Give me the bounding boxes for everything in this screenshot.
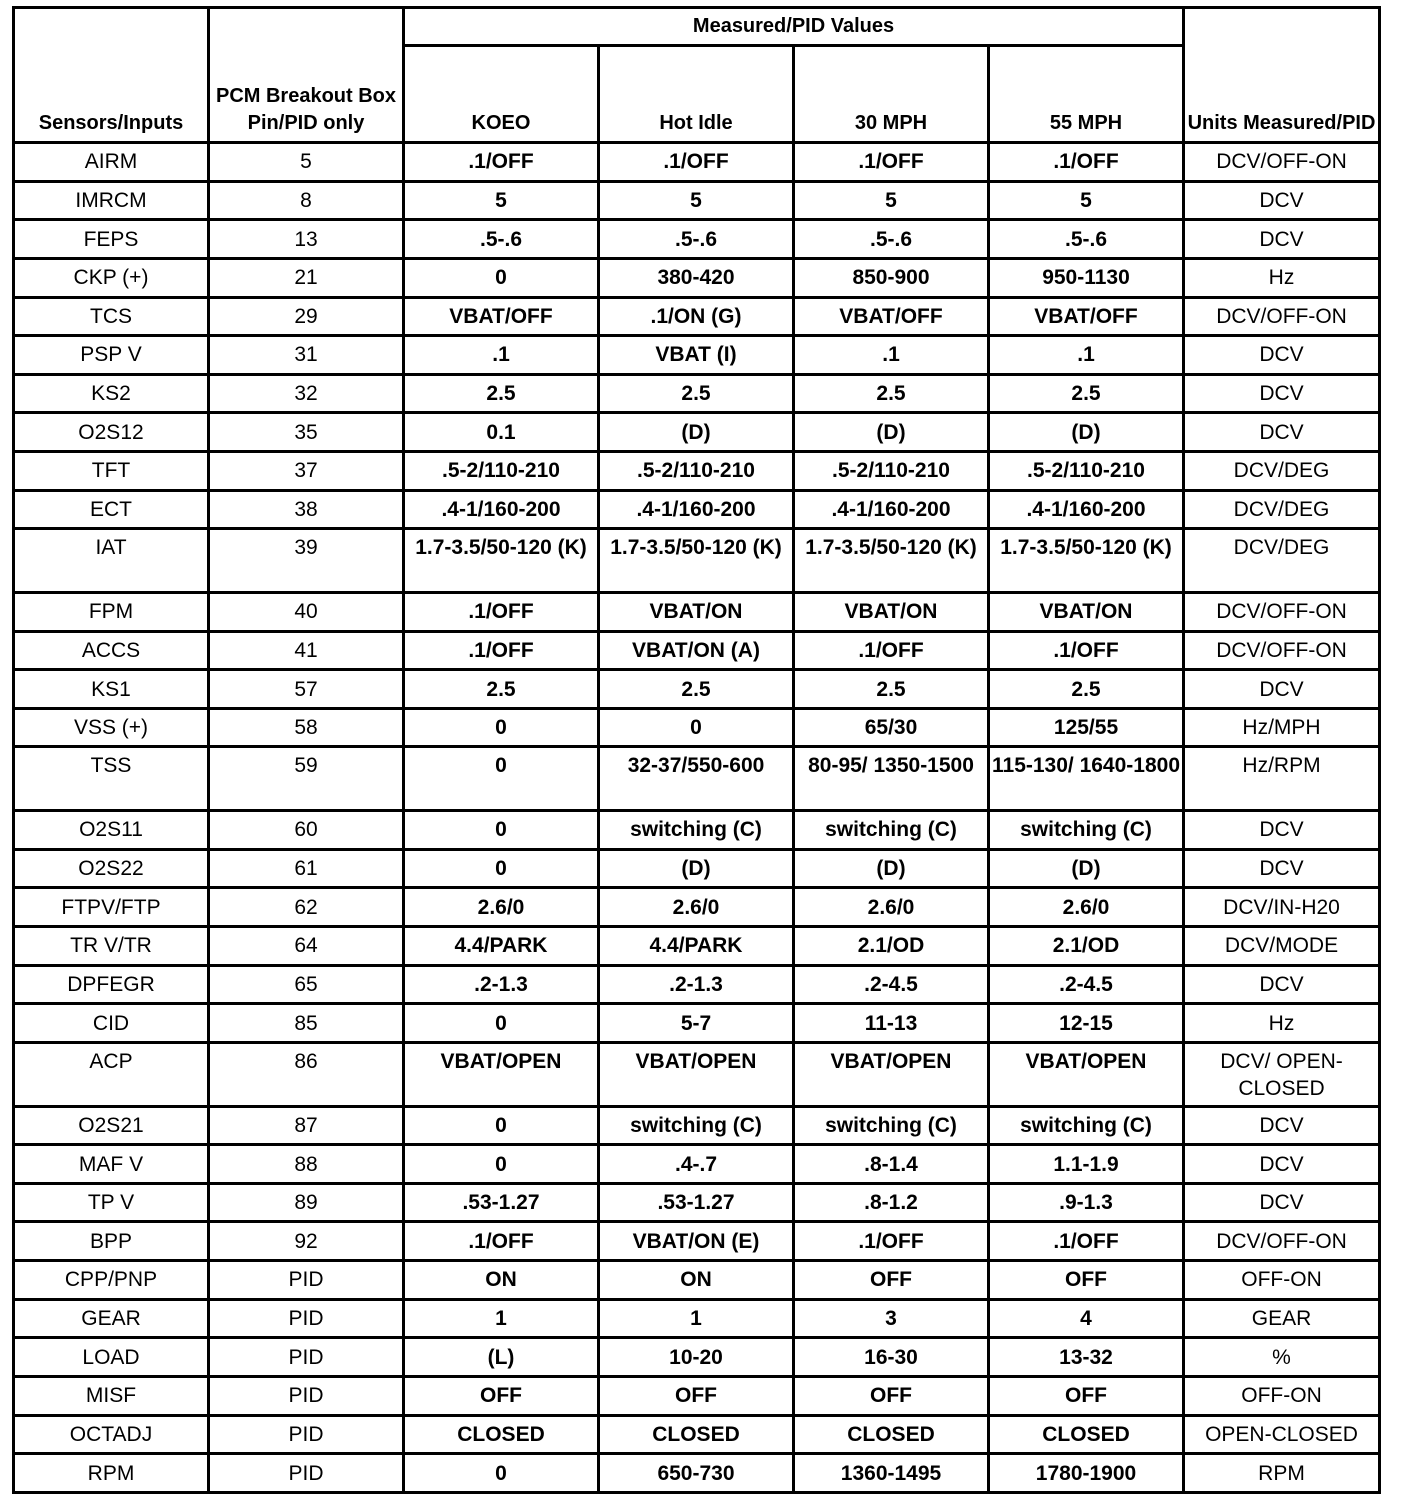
mph30-cell: .1/OFF	[794, 631, 989, 670]
pin-cell: 5	[209, 143, 404, 182]
units-cell: DCV	[1184, 1106, 1380, 1145]
mph55-cell: 125/55	[989, 708, 1184, 747]
mph55-cell: 2.1/OD	[989, 927, 1184, 966]
mph30-cell: 3	[794, 1299, 989, 1338]
pin-cell: 13	[209, 220, 404, 259]
mph30-cell: .8-1.4	[794, 1145, 989, 1184]
mph55-cell: .1/OFF	[989, 143, 1184, 182]
table-row	[14, 336, 1380, 375]
hot-idle-cell: 2.5	[599, 670, 794, 709]
mph55-cell: CLOSED	[989, 1415, 1184, 1454]
sensor-cell: DPFEGR	[14, 965, 209, 1004]
pin-cell: 65	[209, 965, 404, 1004]
hot-idle-cell: .5-.6	[599, 220, 794, 259]
pin-cell: 61	[209, 849, 404, 888]
units-cell: DCV/OFF-ON	[1184, 297, 1380, 336]
koeo-cell: 0	[404, 1145, 599, 1184]
hot-idle-cell: VBAT/ON (E)	[599, 1222, 794, 1261]
mph55-cell: .5-.6	[989, 220, 1184, 259]
koeo-cell: 5	[404, 181, 599, 220]
sensor-cell: AIRM	[14, 143, 209, 182]
koeo-cell: .2-1.3	[404, 965, 599, 1004]
mph55-cell: .4-1/160-200	[989, 490, 1184, 529]
hot-idle-cell: .2-1.3	[599, 965, 794, 1004]
koeo-cell: 0	[404, 747, 599, 811]
table-row	[14, 143, 1380, 182]
sensor-cell: O2S11	[14, 811, 209, 850]
hot-idle-cell: VBAT/ON (A)	[599, 631, 794, 670]
mph55-cell: 2.5	[989, 670, 1184, 709]
units-cell: DCV/OFF-ON	[1184, 592, 1380, 631]
mph30-cell: 80-95/ 1350-1500	[794, 747, 989, 811]
koeo-cell: (L)	[404, 1338, 599, 1377]
pin-cell: 32	[209, 374, 404, 413]
koeo-cell: .1/OFF	[404, 631, 599, 670]
table-row	[14, 220, 1380, 259]
koeo-cell: .5-.6	[404, 220, 599, 259]
units-cell: DCV	[1184, 220, 1380, 259]
mph55-cell: VBAT/OFF	[989, 297, 1184, 336]
mph55-cell: .5-2/110-210	[989, 452, 1184, 491]
mph55-cell: VBAT/OPEN	[989, 1042, 1184, 1106]
hot-idle-cell: .1/ON (G)	[599, 297, 794, 336]
pin-cell: 88	[209, 1145, 404, 1184]
table-row	[14, 452, 1380, 491]
mph55-cell: .1/OFF	[989, 1222, 1184, 1261]
units-cell: Hz/MPH	[1184, 708, 1380, 747]
mph55-cell: switching (C)	[989, 811, 1184, 850]
hot-idle-cell: (D)	[599, 413, 794, 452]
table-row	[14, 631, 1380, 670]
koeo-cell: 0	[404, 1004, 599, 1043]
pin-cell: 38	[209, 490, 404, 529]
table-row	[14, 708, 1380, 747]
hot-idle-cell: .5-2/110-210	[599, 452, 794, 491]
sensor-cell: TP V	[14, 1183, 209, 1222]
pin-cell: PID	[209, 1415, 404, 1454]
mph55-cell: .2-4.5	[989, 965, 1184, 1004]
sensor-cell: FPM	[14, 592, 209, 631]
table-row	[14, 1222, 1380, 1261]
mph55-cell: 4	[989, 1299, 1184, 1338]
sensor-cell: LOAD	[14, 1338, 209, 1377]
pin-cell: 58	[209, 708, 404, 747]
koeo-cell: 0	[404, 258, 599, 297]
table-row	[14, 374, 1380, 413]
mph55-cell: switching (C)	[989, 1106, 1184, 1145]
koeo-cell: .1/OFF	[404, 143, 599, 182]
mph30-cell: CLOSED	[794, 1415, 989, 1454]
units-cell: RPM	[1184, 1454, 1380, 1493]
mph30-cell: 1.7-3.5/50-120 (K)	[794, 529, 989, 593]
pin-cell: 87	[209, 1106, 404, 1145]
hot-idle-cell: VBAT (I)	[599, 336, 794, 375]
table-row	[14, 927, 1380, 966]
units-cell: GEAR	[1184, 1299, 1380, 1338]
koeo-cell: 1.7-3.5/50-120 (K)	[404, 529, 599, 593]
sensor-cell: FTPV/FTP	[14, 888, 209, 927]
hot-idle-cell: 2.5	[599, 374, 794, 413]
koeo-cell: .53-1.27	[404, 1183, 599, 1222]
header-koeo: KOEO	[404, 46, 599, 143]
pin-cell: 35	[209, 413, 404, 452]
units-cell: Hz/RPM	[1184, 747, 1380, 811]
sensor-cell: IAT	[14, 529, 209, 593]
hot-idle-cell: 1	[599, 1299, 794, 1338]
sensor-cell: O2S21	[14, 1106, 209, 1145]
hot-idle-cell: 1.7-3.5/50-120 (K)	[599, 529, 794, 593]
mph30-cell: .1/OFF	[794, 1222, 989, 1261]
mph30-cell: .8-1.2	[794, 1183, 989, 1222]
pin-cell: 86	[209, 1042, 404, 1106]
mph55-cell: (D)	[989, 849, 1184, 888]
pid-values-table	[12, 6, 1381, 1494]
pin-cell: 59	[209, 747, 404, 811]
mph55-cell: 2.6/0	[989, 888, 1184, 927]
hot-idle-cell: 4.4/PARK	[599, 927, 794, 966]
pin-cell: PID	[209, 1454, 404, 1493]
pin-cell: 92	[209, 1222, 404, 1261]
mph30-cell: 65/30	[794, 708, 989, 747]
pin-cell: 41	[209, 631, 404, 670]
sensor-cell: BPP	[14, 1222, 209, 1261]
units-cell: DCV	[1184, 1145, 1380, 1184]
pin-cell: 37	[209, 452, 404, 491]
table-row	[14, 1299, 1380, 1338]
koeo-cell: VBAT/OPEN	[404, 1042, 599, 1106]
pin-cell: 8	[209, 181, 404, 220]
pin-cell: 57	[209, 670, 404, 709]
table-row	[14, 965, 1380, 1004]
units-cell: DCV/DEG	[1184, 529, 1380, 593]
mph55-cell: .1/OFF	[989, 631, 1184, 670]
mph30-cell: switching (C)	[794, 811, 989, 850]
header-units: Units Measured/PID	[1184, 8, 1380, 143]
units-cell: DCV/DEG	[1184, 452, 1380, 491]
mph55-cell: OFF	[989, 1261, 1184, 1300]
mph30-cell: 1360-1495	[794, 1454, 989, 1493]
table-row	[14, 529, 1380, 593]
hot-idle-cell: .1/OFF	[599, 143, 794, 182]
header-30-mph: 30 MPH	[794, 46, 989, 143]
pin-cell: PID	[209, 1338, 404, 1377]
units-cell: DCV/OFF-ON	[1184, 1222, 1380, 1261]
pin-cell: 40	[209, 592, 404, 631]
hot-idle-cell: 10-20	[599, 1338, 794, 1377]
mph55-cell: 115-130/ 1640-1800	[989, 747, 1184, 811]
koeo-cell: 0	[404, 708, 599, 747]
pin-cell: 21	[209, 258, 404, 297]
header-pcm-breakout: PCM Breakout Box Pin/PID only	[209, 8, 404, 143]
mph55-cell: 13-32	[989, 1338, 1184, 1377]
units-cell: DCV	[1184, 181, 1380, 220]
sensor-cell: TR V/TR	[14, 927, 209, 966]
units-cell: %	[1184, 1338, 1380, 1377]
mph55-cell: VBAT/ON	[989, 592, 1184, 631]
header-measured-pid-values: Measured/PID Values	[404, 8, 1184, 46]
units-cell: DCV/IN-H20	[1184, 888, 1380, 927]
table-row	[14, 888, 1380, 927]
sensor-cell: RPM	[14, 1454, 209, 1493]
table-row	[14, 592, 1380, 631]
koeo-cell: 1	[404, 1299, 599, 1338]
pin-cell: 85	[209, 1004, 404, 1043]
sensor-cell: O2S22	[14, 849, 209, 888]
hot-idle-cell: (D)	[599, 849, 794, 888]
pin-cell: PID	[209, 1261, 404, 1300]
mph30-cell: .1	[794, 336, 989, 375]
pin-cell: 29	[209, 297, 404, 336]
sensor-cell: ECT	[14, 490, 209, 529]
mph30-cell: VBAT/ON	[794, 592, 989, 631]
hot-idle-cell: VBAT/ON	[599, 592, 794, 631]
koeo-cell: ON	[404, 1261, 599, 1300]
hot-idle-cell: 650-730	[599, 1454, 794, 1493]
mph30-cell: 850-900	[794, 258, 989, 297]
units-cell: OPEN-CLOSED	[1184, 1415, 1380, 1454]
sensor-cell: IMRCM	[14, 181, 209, 220]
koeo-cell: 0.1	[404, 413, 599, 452]
table-row	[14, 1376, 1380, 1415]
mph30-cell: .5-2/110-210	[794, 452, 989, 491]
units-cell: DCV/ OPEN-CLOSED	[1184, 1042, 1380, 1106]
units-cell: DCV/DEG	[1184, 490, 1380, 529]
units-cell: Hz	[1184, 1004, 1380, 1043]
koeo-cell: 2.6/0	[404, 888, 599, 927]
koeo-cell: .4-1/160-200	[404, 490, 599, 529]
hot-idle-cell: switching (C)	[599, 811, 794, 850]
hot-idle-cell: 380-420	[599, 258, 794, 297]
sensor-cell: FEPS	[14, 220, 209, 259]
sensor-cell: O2S12	[14, 413, 209, 452]
pin-cell: 39	[209, 529, 404, 593]
sensor-cell: TCS	[14, 297, 209, 336]
units-cell: Hz	[1184, 258, 1380, 297]
hot-idle-cell: 5-7	[599, 1004, 794, 1043]
sensor-cell: KS2	[14, 374, 209, 413]
pin-cell: 31	[209, 336, 404, 375]
hot-idle-cell: 5	[599, 181, 794, 220]
mph30-cell: (D)	[794, 413, 989, 452]
hot-idle-cell: 2.6/0	[599, 888, 794, 927]
sensor-cell: ACP	[14, 1042, 209, 1106]
units-cell: DCV/MODE	[1184, 927, 1380, 966]
pin-cell: PID	[209, 1376, 404, 1415]
units-cell: DCV	[1184, 811, 1380, 850]
table-row	[14, 1183, 1380, 1222]
mph30-cell: 2.6/0	[794, 888, 989, 927]
mph55-cell: OFF	[989, 1376, 1184, 1415]
units-cell: OFF-ON	[1184, 1376, 1380, 1415]
koeo-cell: 2.5	[404, 374, 599, 413]
koeo-cell: 4.4/PARK	[404, 927, 599, 966]
table-row	[14, 490, 1380, 529]
sensor-cell: TFT	[14, 452, 209, 491]
table-row	[14, 297, 1380, 336]
hot-idle-cell: .4-.7	[599, 1145, 794, 1184]
koeo-cell: VBAT/OFF	[404, 297, 599, 336]
mph55-cell: (D)	[989, 413, 1184, 452]
mph30-cell: 11-13	[794, 1004, 989, 1043]
mph30-cell: OFF	[794, 1261, 989, 1300]
table-row	[14, 181, 1380, 220]
mph30-cell: .5-.6	[794, 220, 989, 259]
mph30-cell: (D)	[794, 849, 989, 888]
mph55-cell: .9-1.3	[989, 1183, 1184, 1222]
mph30-cell: .4-1/160-200	[794, 490, 989, 529]
mph55-cell: 12-15	[989, 1004, 1184, 1043]
hot-idle-cell: VBAT/OPEN	[599, 1042, 794, 1106]
table-row	[14, 811, 1380, 850]
pin-cell: PID	[209, 1299, 404, 1338]
pin-cell: 62	[209, 888, 404, 927]
mph55-cell: .1	[989, 336, 1184, 375]
mph55-cell: 1.7-3.5/50-120 (K)	[989, 529, 1184, 593]
table-row	[14, 1415, 1380, 1454]
sensor-cell: OCTADJ	[14, 1415, 209, 1454]
hot-idle-cell: 32-37/550-600	[599, 747, 794, 811]
koeo-cell: .1/OFF	[404, 1222, 599, 1261]
table-row	[14, 1338, 1380, 1377]
mph30-cell: 2.5	[794, 374, 989, 413]
table-row	[14, 1106, 1380, 1145]
mph30-cell: OFF	[794, 1376, 989, 1415]
units-cell: DCV	[1184, 670, 1380, 709]
table-row	[14, 670, 1380, 709]
sensor-cell: VSS (+)	[14, 708, 209, 747]
hot-idle-cell: .53-1.27	[599, 1183, 794, 1222]
units-cell: DCV	[1184, 336, 1380, 375]
table-row	[14, 413, 1380, 452]
pin-cell: 64	[209, 927, 404, 966]
mph30-cell: .2-4.5	[794, 965, 989, 1004]
hot-idle-cell: .4-1/160-200	[599, 490, 794, 529]
sensor-cell: MISF	[14, 1376, 209, 1415]
hot-idle-cell: CLOSED	[599, 1415, 794, 1454]
pin-cell: 60	[209, 811, 404, 850]
table-row	[14, 258, 1380, 297]
table-row	[14, 849, 1380, 888]
mph55-cell: 2.5	[989, 374, 1184, 413]
table-row	[14, 1261, 1380, 1300]
hot-idle-cell: switching (C)	[599, 1106, 794, 1145]
header-sensors: Sensors/Inputs	[14, 8, 209, 143]
table-row	[14, 1145, 1380, 1184]
units-cell: OFF-ON	[1184, 1261, 1380, 1300]
sensor-cell: CID	[14, 1004, 209, 1043]
sensor-cell: CPP/PNP	[14, 1261, 209, 1300]
hot-idle-cell: 0	[599, 708, 794, 747]
koeo-cell: 0	[404, 1106, 599, 1145]
sensor-cell: GEAR	[14, 1299, 209, 1338]
koeo-cell: CLOSED	[404, 1415, 599, 1454]
mph30-cell: .1/OFF	[794, 143, 989, 182]
mph30-cell: VBAT/OFF	[794, 297, 989, 336]
units-cell: DCV	[1184, 849, 1380, 888]
sensor-cell: PSP V	[14, 336, 209, 375]
units-cell: DCV/OFF-ON	[1184, 631, 1380, 670]
koeo-cell: 2.5	[404, 670, 599, 709]
mph30-cell: 5	[794, 181, 989, 220]
koeo-cell: .1/OFF	[404, 592, 599, 631]
units-cell: DCV	[1184, 965, 1380, 1004]
mph30-cell: 2.1/OD	[794, 927, 989, 966]
koeo-cell: .1	[404, 336, 599, 375]
table-row	[14, 747, 1380, 811]
mph30-cell: switching (C)	[794, 1106, 989, 1145]
table-body	[14, 143, 1380, 1493]
units-cell: DCV	[1184, 413, 1380, 452]
sensor-cell: KS1	[14, 670, 209, 709]
mph55-cell: 5	[989, 181, 1184, 220]
koeo-cell: .5-2/110-210	[404, 452, 599, 491]
header-55-mph: 55 MPH	[989, 46, 1184, 143]
mph55-cell: 1.1-1.9	[989, 1145, 1184, 1184]
sensor-cell: ACCS	[14, 631, 209, 670]
mph30-cell: VBAT/OPEN	[794, 1042, 989, 1106]
koeo-cell: OFF	[404, 1376, 599, 1415]
hot-idle-cell: ON	[599, 1261, 794, 1300]
table-row	[14, 1042, 1380, 1106]
sensor-cell: TSS	[14, 747, 209, 811]
header-hot-idle: Hot Idle	[599, 46, 794, 143]
table-row	[14, 1004, 1380, 1043]
koeo-cell: 0	[404, 849, 599, 888]
table-row	[14, 1454, 1380, 1493]
koeo-cell: 0	[404, 1454, 599, 1493]
koeo-cell: 0	[404, 811, 599, 850]
hot-idle-cell: OFF	[599, 1376, 794, 1415]
mph30-cell: 2.5	[794, 670, 989, 709]
pin-cell: 89	[209, 1183, 404, 1222]
mph55-cell: 1780-1900	[989, 1454, 1184, 1493]
sensor-cell: CKP (+)	[14, 258, 209, 297]
units-cell: DCV/OFF-ON	[1184, 143, 1380, 182]
units-cell: DCV	[1184, 1183, 1380, 1222]
units-cell: DCV	[1184, 374, 1380, 413]
sensor-cell: MAF V	[14, 1145, 209, 1184]
mph55-cell: 950-1130	[989, 258, 1184, 297]
mph30-cell: 16-30	[794, 1338, 989, 1377]
